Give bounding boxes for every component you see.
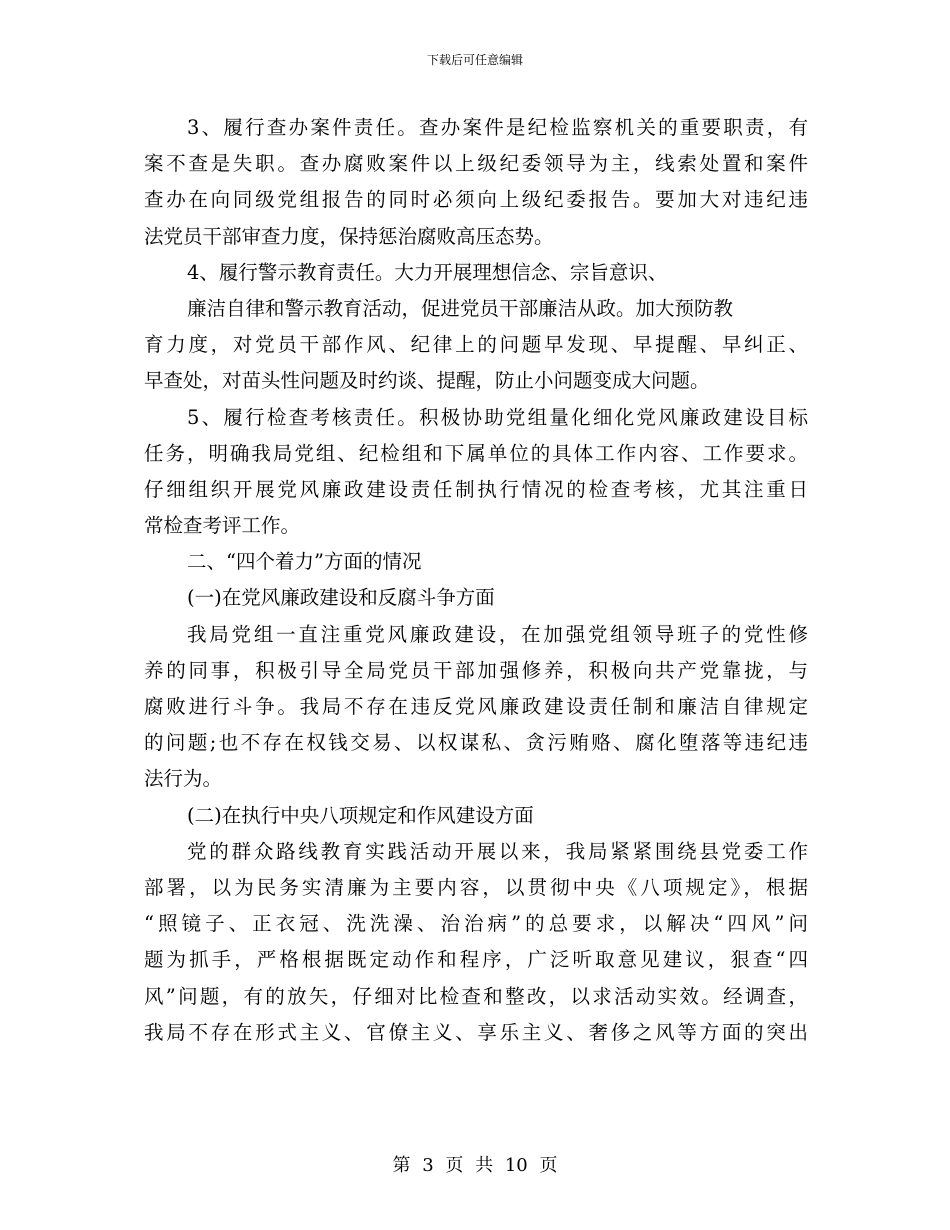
body-text-line: 部署，以为民务实清廉为主要内容，以贯彻中央《八项规定》，根据 (144, 875, 808, 899)
body-text-line: 养的同事，积极引导全局党员干部加强修养，积极向共产党靠拢，与 (144, 658, 808, 682)
body-text-line: 3、履行查办案件责任。查办案件是纪检监察机关的重要职责，有 (187, 116, 808, 139)
body-text-line: 育力度，对党员干部作风、纪律上的问题早发现、早提醒、早纠正、 (144, 333, 808, 357)
body-text-line: 党的群众路线教育实践活动开展以来，我局紧紧围绕县党委工作 (187, 839, 808, 863)
body-text-line: 法行为。 (144, 767, 223, 791)
body-text-line: 5、履行检查考核责任。积极协助党组量化细化党风廉政建设目标 (187, 405, 808, 429)
body-text-line: (一)在党风廉政建设和反腐斗争方面 (187, 586, 495, 610)
body-text-line: 法党员干部审查力度，保持惩治腐败高压态势。 (144, 224, 554, 248)
body-text-line: 廉洁自律和警示教育活动，促进党员干部廉洁从政。加大预防教 (187, 296, 734, 320)
body-text-line: 风”问题，有的放矢，仔细对比检查和整改，以求活动实效。经调查， (144, 984, 808, 1008)
body-text-line: 早查处，对苗头性问题及时约谈、提醒，防止小问题变成大问题。 (144, 369, 710, 393)
body-text-line: 题为抓手，严格根据既定动作和程序，广泛听取意见建议，狠查“四 (144, 948, 808, 972)
body-text-line: 二、“四个着力”方面的情况 (187, 550, 422, 574)
body-text-line: 4、履行警示教育责任。大力开展理想信念、宗旨意识、 (187, 260, 668, 284)
body-text-line: 案不查是失职。查办腐败案件以上级纪委领导为主，线索处置和案件 (144, 152, 808, 176)
body-text-line: 我局党组一直注重党风廉政建设，在加强党组领导班子的党性修 (187, 622, 808, 646)
body-text-line: 我局不存在形式主义、官僚主义、享乐主义、奢侈之风等方面的突出 (144, 1020, 808, 1044)
body-text-line: 腐败进行斗争。我局不存在违反党风廉政建设责任制和廉洁自律规定 (144, 695, 808, 718)
body-text-line: 查办在向同级党组报告的同时必须向上级纪委报告。要加大对违纪违 (144, 188, 808, 212)
body-text-line: 仔细组织开展党风廉政建设责任制执行情况的检查考核，尤其注重日 (144, 477, 808, 501)
body-text-line: 任务，明确我局党组、纪检组和下属单位的具体工作内容、工作要求。 (144, 441, 808, 465)
document-body (144, 110, 808, 1051)
body-text-line: (二)在执行中央八项规定和作风建设方面 (187, 803, 534, 827)
page-footer: 第 3 页 共 10 页 (392, 1155, 558, 1176)
body-text-line: 的问题;也不存在权钱交易、以权谋私、贪污贿赂、腐化堕落等违纪违 (144, 731, 808, 755)
body-text-line: 常检查考评工作。 (144, 514, 301, 538)
body-text-line: “照镜子、正衣冠、洗洗澡、治治病”的总要求，以解决“四风”问 (144, 912, 808, 936)
page-header: 下载后可任意编辑 (426, 53, 523, 67)
